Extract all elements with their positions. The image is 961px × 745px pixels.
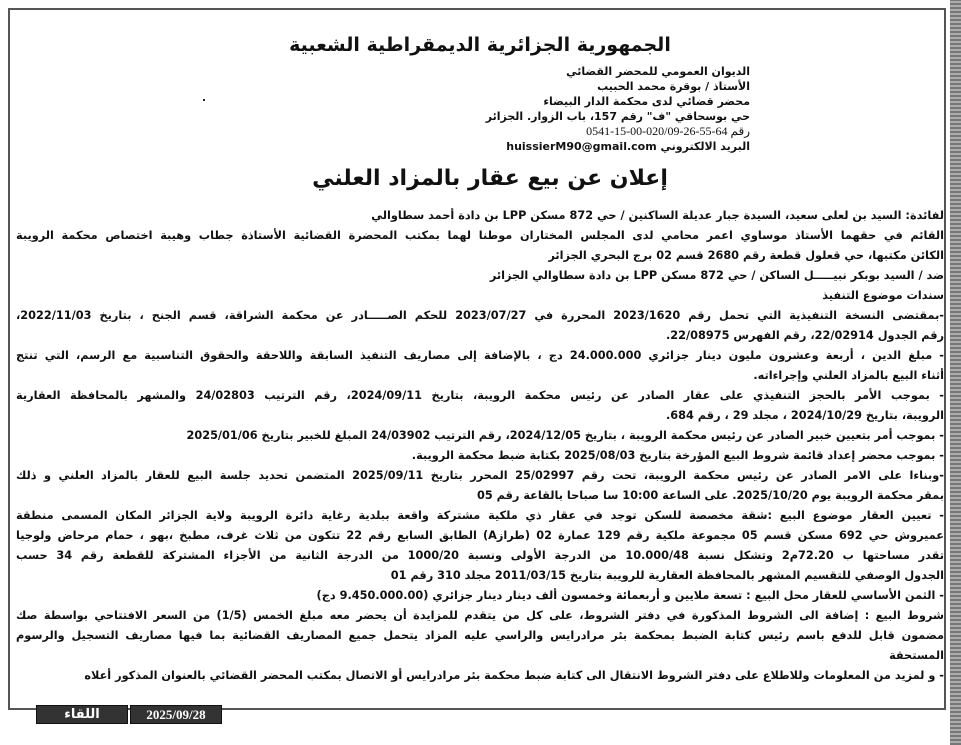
speck xyxy=(203,99,205,101)
body-line: -وبناءا على الامر الصادر عن رئيس محكمة الرويبة، تحت رقم 25/02997 المحرر بتاريخ 2025/09/11 المتضمن تحديد جلسة البيع للعقار بالمزاد العلني و ذلك xyxy=(16,469,944,482)
body-line: الكائن مكتبها، حي قعلول قطعة رقم 2680 قسم 02 برج البحري الجزائر xyxy=(548,249,944,262)
body-line: - تعيين العقار موضوع البيع :شقة مخصصة للسكن توجد في عقار ذي ملكية مشتركة واقعة ببلدية رغاية دائرة الرويبة ولاية الجزائر المكان المسمى منطقة xyxy=(16,509,944,522)
body-line: القائم في حقهما الأستاذ موساوي اعمر محامي لدى المجلس المختاران موطنا لهما بمكتب المحضرة القضائية الأستاذة جطاب وهيبة اختصاص محكمة الرويبة xyxy=(16,229,944,242)
body-line: بمقر محكمة الرويبة يوم 2025/10/20. على الساعة 10:00 سا صباحا بالقاعة رقم 05 xyxy=(476,489,944,502)
body-line: - بموجب أمر بتعيين خبير الصادر عن رئيس محكمة الرويبة ، بتاريخ 2024/12/05، رقم الترتيب 24/03902 المبلغ للخبير بتاريخ 2025/01/06 xyxy=(186,429,944,442)
body-line: - الثمن الأساسي للعقار محل البيع : تسعة ملايين و أربعمائة وخمسون ألف دينار دينار جزائري (9.450.000.00 دج) xyxy=(316,589,944,602)
office-phone: رقم 64-55-26-020/09-00-15-0541 xyxy=(586,124,750,138)
body-line: مضمون قابل للدفع باسم رئيس كتابة الضبط بمحكمة بئر مرادرايس والراسي عليه المزاد يتحمل جميع المصاريف القضائية بما فيها مصاريف التسجيل والرسوم xyxy=(16,629,944,642)
page-edge xyxy=(950,0,961,745)
office-line: الديوان العمومي للمحضر القضائي xyxy=(566,65,750,78)
body-line: -بمقتضى النسخة التنفيذية التي تحمل رقم 2023/1620 المحررة في 2023/07/27 للحكم الصـــــادر عن محكمة الشراقة، قسم الجنح ، بتاريخ 2022/11/03، xyxy=(16,309,944,322)
body-line: أثناء البيع بالمزاد العلني وإجراءاته. xyxy=(753,369,944,382)
newspaper-name: اللقاء xyxy=(36,705,128,724)
office-line: الأستاذ / بوقرة محمد الحبيب xyxy=(597,80,750,93)
body-line: ضد / السيد بوبكر نبيـــــل الساكن / حي 872 مسكن LPP بن دادة سطاوالي الجزائر xyxy=(489,269,944,282)
body-line: الجدول الوصفي للتقسيم المشهر بالمحافظة العقارية للرويبة بتاريخ 2011/03/15 مجلد 310 رقم 01 xyxy=(390,569,944,582)
publication-date: 2025/09/28 xyxy=(130,705,222,724)
republic-title: الجمهورية الجزائرية الديمقراطية الشعبية xyxy=(289,34,671,56)
body-line: عميروش حي 692 مسكن قسم 05 مجموعة ملكية رقم 129 عمارة 02 (طرازA) الطابق السابع رقم 22 تتكون من ثلاث غرف، مطبخ ،بهو ، حمام مرحاض ولوجيا xyxy=(16,529,944,542)
body-line: تقدر مساحتها ب 72.20م2 وتشكل نسبة 10.000/48 من الدرجة الأولى ونسبة 1000/20 من الدرجة الثانية من الأجزاء المشتركة للقطعة رقم 34 حسب xyxy=(16,549,944,562)
office-line: حي بوسحاقي "ف" رقم 157، باب الزوار. الجزائر xyxy=(485,110,750,123)
body-line: المستحقة xyxy=(889,649,944,662)
body-line: لفائدة: السيد بن لعلى سعيد، السيدة جبار عديلة الساكنين / حي 872 مسكن LPP بن دادة أحمد سطاوالي xyxy=(371,209,944,222)
body-line: الرويبة، بتاريخ 2024/10/29 ، مجلد 29 ، رقم 684. xyxy=(665,409,944,422)
body-line: شروط البيع : إضافة الى الشروط المذكورة في دفتر الشروط، على كل من يتقدم للمزايدة أن يحضر معه مبلغ الخمس (1/5) من السعر الافتتاحي بواسطة صك xyxy=(16,609,944,622)
office-line: محضر قضائي لدى محكمة الدار البيضاء xyxy=(543,95,750,108)
body-line: - بموجب محضر إعداد قائمة شروط البيع المؤرخة بتاريخ 2025/08/03 بكتابة ضبط محكمة الرويبة. xyxy=(411,449,944,462)
office-email: البريد الالكتروني huissierM90@gmail.com xyxy=(506,140,750,153)
body-line: - مبلغ الدين ، أربعة وعشرون مليون دينار جزائري 24.000.000 دج ، بالإضافة إلى مصاريف التنفيذ السابقة واللاحقة والحقوق التناسبية مع الرسم، التي تنتج xyxy=(16,349,944,362)
body-line: رقم الجدول 22/02914، رقم الفهرس 22/08975. xyxy=(665,329,944,342)
notice-body xyxy=(16,206,944,686)
body-line: سندات موضوع التنفيذ xyxy=(822,289,944,302)
notice-title: إعلان عن بيع عقار بالمزاد العلني xyxy=(312,166,668,191)
bailiff-office-header xyxy=(400,64,750,154)
body-line: - بموجب الأمر بالحجز التنفيذي على عقار الصادر عن رئيس محكمة الرويبة، بتاريخ 2024/09/11، رقم الترتيب 24/02803 والمشهر بالمحافظة العقارية xyxy=(16,389,944,402)
body-line: - و لمزيد من المعلومات وللاطلاع على دفتر الشروط الانتقال الى كتابة ضبط محكمة بئر مرادرايس أو الاتصال بمكتب المحضر القضائي بالعنوان المذكور أعلاه xyxy=(84,669,944,682)
